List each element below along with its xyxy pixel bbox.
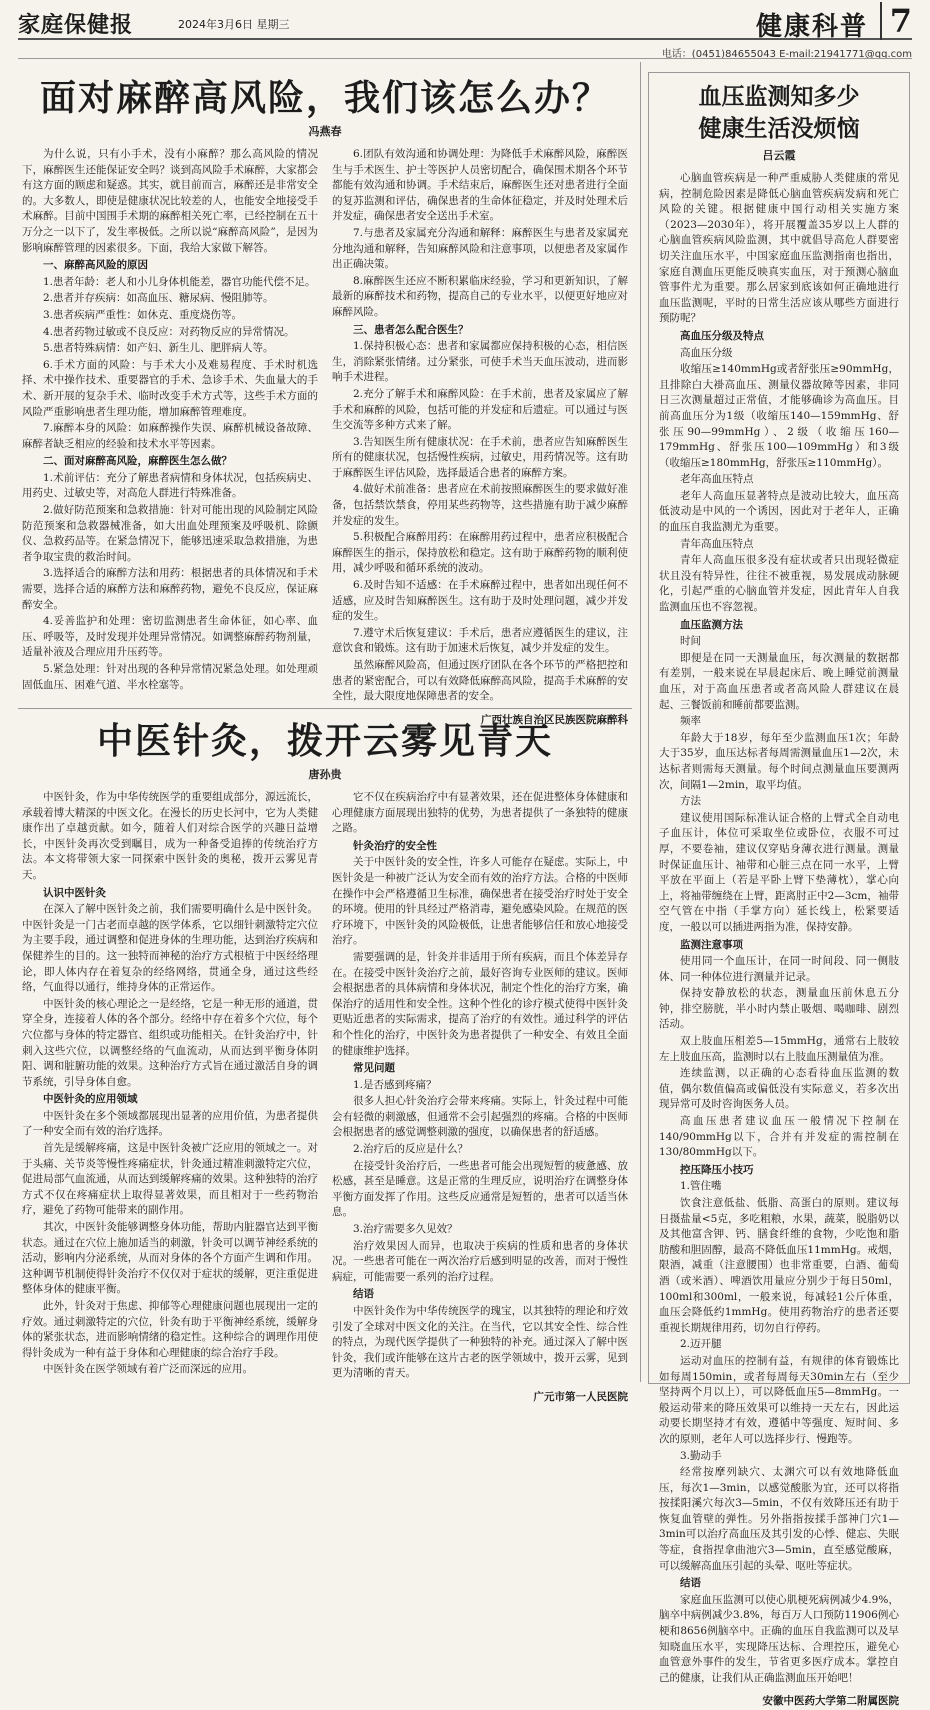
paragraph: 收缩压≥140mmHg或者舒张压≥90mmHg，且排除白大褂高血压、测量仪器故障等因素，非同日三次测量超过正常值，才能够确诊为高血压。目前高血压分为1级（收缩压140—159mmHg、舒张压90—99mmHg）、2级（收缩压160—179mmHg、舒张压100—109mmHg）和3级（收缩压≥180mmHg，舒张压≥110mmHg）。 bbox=[659, 363, 899, 469]
paragraph: 中医针灸，作为中华传统医学的重要组成部分，源远流长，承载着博大精深的中医文化。在漫长的历史长河中，它为人类健康作出了卓越贡献。如今，随着人们对综合医学的兴趣日益增长，中医针灸再次受到瞩目，成为一种备受追捧的传统治疗方法。本文将带领大家一同探索中医针灸的奥秘，拨开云雾见青天。 bbox=[22, 791, 318, 881]
paragraph: 7.麻醉本身的风险：如麻醉操作失误、麻醉机械设备故障、麻醉者缺乏相应的经验和技术水平等因素。 bbox=[22, 422, 318, 450]
paragraph: 其次，中医针灸能够调整身体功能，帮助内脏器官达到平衡状态。通过在穴位上施加适当的刺激，针灸可以调节神经系统的活动，影响内分泌系统，从而对身体的各个方面产生调和作用。这种调节机制使得针灸治疗不仅仅对于症状的缓解，更注重促进整体身体的健康平衡。 bbox=[22, 1221, 318, 1296]
article-column bbox=[332, 790, 628, 1407]
article-author: 冯燕春 bbox=[308, 125, 342, 138]
paragraph: 中医针灸的核心理论之一是经络，它是一种无形的通道，贯穿全身，连接着人体的各个部分。经络中存在着多个穴位，每个穴位都与身体的特定器官、组织或功能相关。在针灸治疗中，针刺入这些穴位，以调整经络的气血流动，从而达到平衡身体阴阳、调和脏腑功能的效果。这种治疗方式旨在通过激活自身的调节系统，引导身体自愈。 bbox=[22, 997, 318, 1088]
paragraph: 使用同一个血压计，在同一时间段、同一侧肢体、同一种体位进行测量并记录。 bbox=[659, 955, 899, 983]
article-author: 吕云霞 bbox=[762, 149, 796, 162]
paragraph: 1.保持积极心态：患者和家属都应保持积极的心态，相信医生，消除紧张情绪。过分紧张，可使手术当天血压波动，进而影响手术进程。 bbox=[332, 340, 628, 384]
article-title: 中医针灸，拨开云雾见青天 bbox=[96, 720, 553, 762]
paragraph: 高血压患者建议血压一般情况下控制在140/90mmHg以下，合并有并发症的需控制在130/80mmHg以下。 bbox=[659, 1115, 899, 1159]
paragraph: 3.治疗需要多久见效？ bbox=[353, 1223, 458, 1236]
paragraph: 1.患者年龄：老人和小儿身体机能差，器官功能代偿不足。 bbox=[43, 275, 316, 288]
subheading: 一、麻醉高风险的原因 bbox=[43, 259, 148, 272]
paragraph: 4.做好术前准备：患者应在术前按照麻醉医生的要求做好准备，包括禁饮禁食，停用某些药物等，这些措施有助于减少麻醉并发症的发生。 bbox=[332, 483, 628, 527]
subheading: 结语 bbox=[680, 1577, 701, 1590]
paragraph: 5.紧急处理：针对出现的各种异常情况紧急处理。如处理顽固低血压、困难气道、半水栓塞等。 bbox=[22, 663, 318, 691]
paragraph: 它不仅在疾病治疗中有显著效果，还在促进整体身体健康和心理健康方面展现出独特的优势，为患者提供了一条独特的健康之路。 bbox=[332, 791, 628, 835]
subheading: 二、面对麻醉高风险，麻醉医生怎么做？ bbox=[43, 455, 232, 468]
paragraph: 6.手术方面的风险：与手术大小及难易程度、手术时机选择、术中操作技术、重要器官的手术、急诊手术、失血量大的手术、新开展的复杂手术、临时改变手术方式等，这些手术方面的风险严重影响患者生理功能，增加麻醉管理难度。 bbox=[22, 358, 318, 418]
paragraph: 青年高血压特点 bbox=[680, 537, 754, 550]
paragraph: 中医针灸在多个领域都展现出显著的应用价值，为患者提供了一种安全而有效的治疗选择。 bbox=[22, 1109, 318, 1138]
paragraph: 1.术前评估：充分了解患者病情和身体状况，包括疾病史、用药史、过敏史等，对高危人群进行特殊准备。 bbox=[22, 471, 318, 500]
paragraph: 建议使用国际标准认证合格的上臂式全自动电子血压计，体位可采取坐位或卧位，衣服不可过厚，不要卷袖，建议仅穿贴身薄衣进行测量。测量时保证血压计、袖带和心脏三点在同一水平，上臂平放在平面上（若是平卧上臂下垫薄枕），掌心向上，将袖带缠绕在上臂，距离肘正中2—3cm，袖带空气管在中指（手掌方向）延长线上，松紧要适度，一般以可以插进两指为准，保持安静。 bbox=[659, 811, 899, 933]
paragraph: 方法 bbox=[680, 795, 701, 808]
article-blood-pressure bbox=[648, 72, 910, 1708]
paragraph: 关于中医针灸的安全性，许多人可能存在疑虑。实际上，中医针灸是一种被广泛认为安全而有效的治疗方法。合格的中医师在操作中会严格遵循卫生标准，确保患者在接受治疗时处于安全的环境。使用的针具经过严格消毒，避免感染风险。在规范的医疗环境下，中医针灸的风险极低，让患者能够信任和放心地接受治疗。 bbox=[332, 856, 628, 947]
paragraph: 8.麻醉医生还应不断积累临床经验，学习和更新知识，了解最新的麻醉技术和药物，提高自己的专业水平，以便更好地应对麻醉风险。 bbox=[332, 274, 628, 318]
column-divider bbox=[640, 62, 641, 1382]
header-rule bbox=[18, 58, 912, 59]
article-column bbox=[649, 171, 909, 1710]
paragraph: 中医针灸在医学领域有着广泛而深远的应用。 bbox=[43, 1363, 253, 1376]
subheading: 中医针灸的应用领域 bbox=[43, 1093, 138, 1106]
article-column bbox=[332, 147, 628, 729]
paragraph: 保持安静放松的状态，测量血压前休息五分钟，排空膀胱，半小时内禁止吸烟、喝咖啡、剧烈活动。 bbox=[659, 987, 899, 1031]
paper-name: 家庭保健报 bbox=[18, 12, 134, 38]
paragraph: 2.做好防范预案和急救措施：针对可能出现的风险制定风险防范预案和急救器械准备，如大出血处理预案及呼吸机、除颤仪、急救药品等。在紧急情况下，能够迅速采取急救措施，为患者争取宝贵的救治时间。 bbox=[22, 504, 318, 563]
page-number: 7 bbox=[880, 2, 912, 40]
paragraph: 中医针灸作为中华传统医学的瑰宝，以其独特的理论和疗效引发了全球对中医文化的关注。在当代，它以其安全性、综合性的特点，为现代医学提供了一种独特的补充。通过深入了解中医针灸，我们或许能够在这片古老的医学领域中，拨开云雾，见到更为清晰的青天。 bbox=[332, 1305, 628, 1380]
paragraph: 6.团队有效沟通和协调处理：为降低手术麻醉风险，麻醉医生与手术医生、护士等医护人员密切配合，确保围术期各个环节都能有效沟通和协调。手术结束后，麻醉医生还对患者进行全面的复苏监测和评估，确保患者的生命体征稳定，并及时处理术后并发症，确保患者安全送出手术室。 bbox=[332, 148, 628, 223]
paragraph: 很多人担心针灸治疗会带来疼痛。实际上，针灸过程中可能会有轻微的刺激感，但通常不会引起强烈的疼痛。合格的中医师会根据患者的感觉调整刺激的强度，以确保患者的舒适感。 bbox=[332, 1095, 628, 1139]
paragraph: 此外，针灸对于焦虑、抑郁等心理健康问题也展现出一定的疗效。通过刺激特定的穴位，针灸有助于平衡神经系统，缓解身体的紧张状态，进而影响情绪的稳定性。这种综合的调理作用使得针灸成为一种有益于身体和心理健康的综合治疗手段。 bbox=[22, 1300, 318, 1359]
subheading: 认识中医针灸 bbox=[43, 886, 106, 899]
source-credit: 安徽中医药大学第二附属医院 bbox=[762, 1695, 899, 1708]
issue-date: 2024年3月6日 星期三 bbox=[178, 18, 290, 31]
paragraph: 5.患者特殊病情：如产妇、新生儿、肥胖病人等。 bbox=[43, 342, 274, 355]
paragraph: 3.患者疾病严重性：如休克、重度烧伤等。 bbox=[43, 308, 243, 321]
paragraph: 在接受针灸治疗后，一些患者可能会出现短暂的疲惫感、放松感，甚至是睡意。这是正常的生理反应，说明治疗在调整身体平衡方面发挥了作用。这些反应通常是短暂的，患者可以适当休息。 bbox=[332, 1159, 628, 1219]
paragraph: 2.治疗后的反应是什么？ bbox=[353, 1143, 469, 1156]
paragraph: 3.选择适合的麻醉方法和用药：根据患者的具体情况和手术需要，选择合适的麻醉方法和麻醉药物，避免不良反应，保证麻醉安全。 bbox=[22, 567, 318, 611]
article-author: 唐孙贵 bbox=[308, 768, 342, 781]
paragraph: 1.管住嘴 bbox=[680, 1180, 722, 1193]
subheading: 针灸治疗的安全性 bbox=[353, 839, 437, 852]
paragraph: 高血压分级 bbox=[680, 346, 733, 359]
article-acupuncture bbox=[18, 708, 632, 1403]
paragraph: 治疗效果因人而异，也取决于疾病的性质和患者的身体状况。一些患者可能在一两次治疗后感到明显的改善，而对于慢性病症，可能需要一系列的治疗过程。 bbox=[332, 1239, 628, 1283]
subheading: 监测注意事项 bbox=[680, 938, 743, 951]
paragraph: 心脑血管疾病是一种严重威胁人类健康的常见病，控制危险因素是降低心脑血管疾病发病和死亡风险的关键。根据健康中国行动相关实施方案（2023—2030年），将开展覆盖35岁以上人群的心脑血管疾病风险监测，其中就倡导高危人群要密切关注血压水平，中国家庭血压监测指南也指出，家庭自测血压更能反映真实血压，对于预测心脑血管事件尤为重要。那么居家到底该如何正确地进行血压监测呢，平时的日常生活应该从哪些方面进行预防呢？ bbox=[659, 172, 899, 325]
paragraph: 双上肢血压相差5—15mmHg，通常右上肢较左上肢血压高，监测时以右上肢血压测量值为准。 bbox=[659, 1035, 899, 1063]
paragraph: 在深入了解中医针灸之前，我们需要明确什么是中医针灸。中医针灸是一门古老而卓越的医学体系，它以细针刺激特定穴位为主要手段，通过调整和促进身体的生理功能，达到治疗疾病和保健养生的目的。这一独特而神秘的治疗方式根植于中医经络理论，即人体内存在着复杂的经络网络，贯通全身，通过这些经络，气血得以通行，维持身体的正常运作。 bbox=[22, 903, 318, 994]
article-column bbox=[22, 147, 318, 729]
article-column bbox=[22, 790, 318, 1407]
paragraph: 青年人高血压很多没有症状或者只出现轻微症状且没有特异性，往往不被重视，易发展成动脉硬化，引起严重的心脑血管并发症，因此青年人自我监测血压也不容忽视。 bbox=[659, 554, 899, 614]
subheading: 控压降压小技巧 bbox=[680, 1163, 754, 1176]
paragraph: 虽然麻醉风险高，但通过医疗团队在各个环节的严格把控和患者的紧密配合，可以有效降低麻醉高风险，提高手术麻醉的安全性，最大限度地保障患者的安全。 bbox=[332, 659, 628, 703]
article-title: 血压监测知多少 健康生活没烦恼 bbox=[698, 83, 860, 142]
paragraph: 7.遵守术后恢复建议：手术后，患者应遵循医生的建议，注意饮食和锻炼。这有助于加速术后恢复，减少并发症的发生。 bbox=[332, 626, 628, 655]
paragraph: 饮食注意低盐、低脂、高蛋白的原则。建议每日摄盐量<5克，多吃粗粮，水果，蔬菜，脱脂奶以及其他富含钾、钙、膳食纤维的食物，少吃饱和脂肪酸和胆固醇，最高不降低血压11mmHg。戒烟，限酒，减重（注意腰围）也非常重要，白酒、葡萄酒（或米酒）、啤酒饮用量应分别少于每日50ml，100ml和300ml，一般来说，每减轻1公斤体重，血压会降低约1mmHg。使用药物治疗的患者还要重视长期规律用药，切勿自行停药。 bbox=[659, 1197, 899, 1334]
paragraph: 2.充分了解手术和麻醉风险：在手术前，患者及家属应了解手术和麻醉的风险，包括可能的并发症和后遗症。可以通过与医生交流等多种方式来了解。 bbox=[332, 387, 628, 432]
paragraph: 连续监测，以正确的心态看待血压监测的数值，偶尔数值偏高或偏低没有实际意义，若多次出现异常可及时咨询医务人员。 bbox=[659, 1067, 899, 1111]
paragraph: 时间 bbox=[680, 635, 701, 648]
paragraph: 7.与患者及家属充分沟通和解释：麻醉医生与患者及家属充分地沟通和解释，告知麻醉风险和注意事项，以便患者及家属作出正确决策。 bbox=[332, 226, 628, 271]
subheading: 结语 bbox=[353, 1288, 374, 1301]
paragraph: 1.是否感到疼痛？ bbox=[353, 1078, 437, 1091]
paragraph: 年龄大于18岁，每年至少监测血压1次；年龄大于35岁，血压达标者每周需测量血压1—2次，未达标者则需每天测量。每个时间点测量血压要测两次，间隔1—2min，取平均值。 bbox=[659, 731, 899, 791]
paragraph: 2.迈开腿 bbox=[680, 1338, 722, 1351]
paragraph: 4.妥善监护和处理：密切监测患者生命体征，如心率、血压、呼吸等，及时发现并处理异常情况。如调整麻醉药物剂量，适量补液及合理应用升压药等。 bbox=[22, 615, 318, 659]
paragraph: 为什么说，只有小手术，没有小麻醉？那么高风险的情况下，麻醉医生还能保证安全吗？谈到高风险手术麻醉，大家都会有这方面的顾虑和疑惑。其实，就目前而言，麻醉还是非常安全的。大多数人，即使是健康状况比较差的人，也能安全地接受手术麻醉。目前中国围手术期的麻醉相关死亡率，已经控制在五十万分之一以下了，发生率极低。之所以说“麻醉高风险”，是因为影响麻醉管理的因素很多。下面，我给大家做下解答。 bbox=[22, 148, 318, 254]
subheading: 血压监测方法 bbox=[680, 618, 743, 631]
source-credit: 广元市第一人民医院 bbox=[533, 1390, 628, 1403]
paragraph: 老年人高血压显著特点是波动比较大，血压高低波动是中风的一个诱因，因此对于老年人，正确的血压自我监测尤为重要。 bbox=[659, 489, 899, 534]
paragraph: 即便是在同一天测量血压，每次测量的数据都有差别，一般来说在早晨起床后、晚上睡觉前测量血压，对于高血压患者或者高风险人群建议在晨起、三餐饭前和睡前都要监测。 bbox=[659, 651, 899, 711]
masthead bbox=[18, 2, 912, 42]
paragraph: 2.患者并存疾病：如高血压、糖尿病、慢阻肺等。 bbox=[43, 292, 274, 305]
paragraph: 运动对血压的控制有益，有规律的体育锻炼比如每周150min，或者每周每天30min左右（至少坚持两个月以上），可以降低血压5—8mmHg。一般运动带来的降压效果可以维持一天左右，因此运动要长期坚持才有效，遵循中等强度、短时间、多次的原则，老年人可以选择步行、慢跑等。 bbox=[659, 1354, 899, 1445]
paragraph: 5.积极配合麻醉用药：在麻醉用药过程中，患者应积极配合麻醉医生的指示，保持放松和稳定。这有助于麻醉药物的顺利使用，减少呼吸和循环系统的波动。 bbox=[332, 531, 628, 575]
paragraph: 老年高血压特点 bbox=[680, 473, 754, 486]
paragraph: 首先是缓解疼痛，这是中医针灸被广泛应用的领域之一。对于头痛、关节炎等慢性疼痛症状，针灸通过精准刺激特定穴位，促进局部气血流通，从而达到缓解疼痛的效果。这种独特的治疗方式不仅在疼痛症状上取得显著效果，而且相对于一些药物治疗，避免了药物可能带来的副作用。 bbox=[22, 1142, 318, 1217]
paragraph: 3.告知医生所有健康状况：在手术前，患者应告知麻醉医生所有的健康状况，包括慢性疾病，过敏史，用药情况等。这有助于麻醉医生评估风险，选择最适合患者的麻醉方案。 bbox=[332, 435, 628, 479]
article-anesthesia bbox=[18, 64, 632, 726]
paragraph: 经常按摩列缺穴、太渊穴可以有效地降低血压，每次1—3min，以感觉酸胀为宜，还可以将指按揉阳溪穴每次3—5min，不仅有效降压还有助于恢复血管壁的弹性。另外指指按揉手部神门穴1—3min可以治疗高血压及其引发的心悸、健忘、失眠等症，食指捏拿曲池穴3—5min，直至感觉酸麻，可以缓解高血压引起的头晕、呕吐等症状。 bbox=[659, 1466, 899, 1572]
paragraph: 3.勤动手 bbox=[680, 1449, 722, 1462]
article-title: 面对麻醉高风险，我们该怎么办？ bbox=[39, 77, 610, 119]
section-title: 健康科普 bbox=[755, 12, 868, 42]
subheading: 常见问题 bbox=[353, 1062, 395, 1075]
paragraph: 需要强调的是，针灸并非适用于所有疾病，而且个体差异存在。在接受中医针灸治疗之前，最好咨询专业医师的建议。医师会根据患者的具体病情和身体状况，制定个性化的治疗方案，确保治疗的适用性和安全性。这种个性化的诊疗模式使得中医针灸更贴近患者的实际需求，提高了治疗的有效性。通过科学的评估和个性化的治疗，中医针灸为患者提供了一种安全、有效且全面的健康维护选择。 bbox=[332, 950, 628, 1057]
subheading: 高血压分级及特点 bbox=[680, 329, 764, 342]
subheading: 三、患者怎么配合医生？ bbox=[353, 323, 469, 336]
paragraph: 4.患者药物过敏或不良反应：对药物反应的异常情况。 bbox=[43, 325, 295, 338]
source-credit: 广西壮族自治区民族医院麻醉科 bbox=[481, 713, 628, 726]
contact-line: 电话：(0451)84655043 E-mail:21941771@qq.com bbox=[661, 49, 912, 60]
paragraph: 6.及时告知不适感：在手术麻醉过程中，患者如出现任何不适感，应及时告知麻醉医生。这有助于及时处理问题，减少并发症的发生。 bbox=[332, 579, 628, 623]
paragraph: 频率 bbox=[680, 715, 701, 728]
paragraph: 家庭血压监测可以使心肌梗死病例减少4.9%，脑卒中病例减少3.8%，每百万人口预防11906例心梗和8656例脑卒中。正确的血压自我监测可以及早知晓血压水平，实现降压达标、合理控压，避免心血管意外事件的发生，节省更多医疗成本。掌控自己的健康，让我们从正确监测血压开始吧！ bbox=[659, 1593, 899, 1684]
